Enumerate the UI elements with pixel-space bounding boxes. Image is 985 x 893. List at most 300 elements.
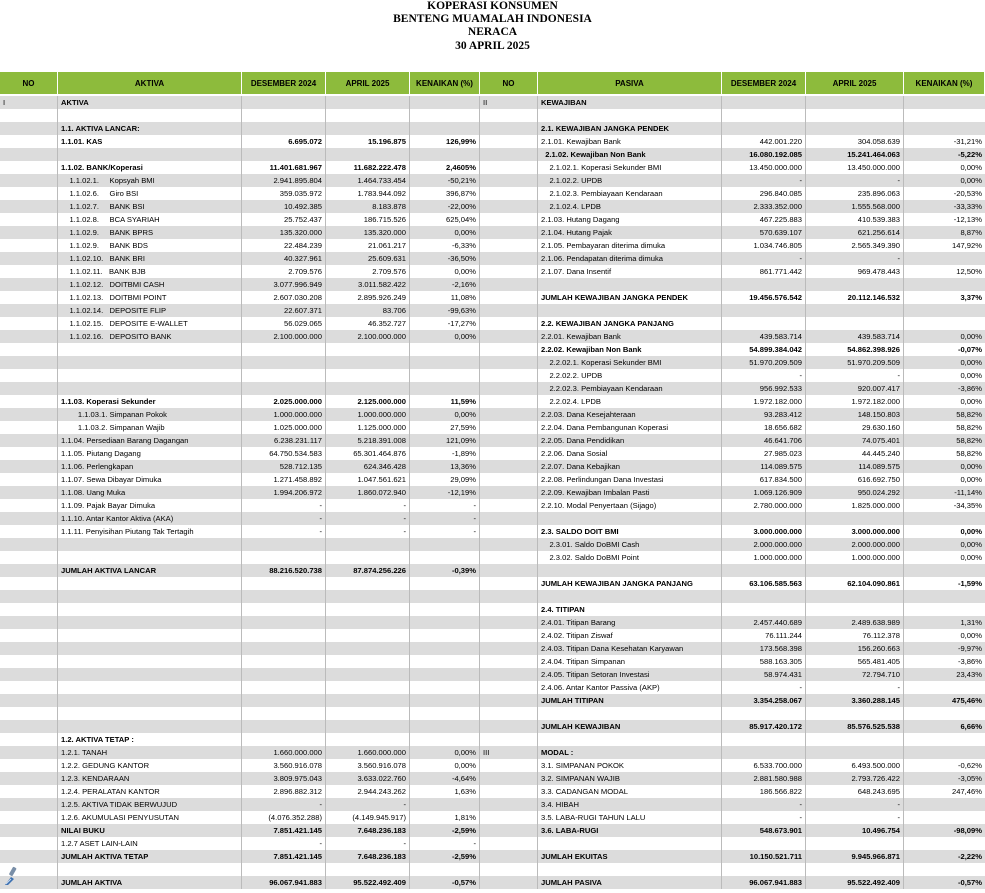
pasiva-cell[interactable]: 2.2.07. Dana Kebajikan bbox=[538, 460, 722, 473]
pasiva-cell[interactable] bbox=[480, 135, 538, 148]
pasiva-cell[interactable]: 1.000.000.000 bbox=[806, 551, 904, 564]
aktiva-cell[interactable] bbox=[0, 824, 58, 837]
aktiva-cell[interactable] bbox=[326, 109, 410, 122]
pasiva-cell[interactable] bbox=[480, 824, 538, 837]
aktiva-cell[interactable] bbox=[58, 148, 242, 161]
aktiva-cell[interactable]: -2,59% bbox=[410, 824, 480, 837]
aktiva-cell[interactable] bbox=[0, 135, 58, 148]
pasiva-cell[interactable]: 920.007.417 bbox=[806, 382, 904, 395]
aktiva-cell[interactable] bbox=[0, 278, 58, 291]
aktiva-cell[interactable]: 1.1.04. Persediaan Barang Dagangan bbox=[58, 434, 242, 447]
pasiva-cell[interactable] bbox=[480, 499, 538, 512]
aktiva-cell[interactable]: 1.1.08. Uang Muka bbox=[58, 486, 242, 499]
pasiva-cell[interactable] bbox=[480, 603, 538, 616]
aktiva-cell[interactable] bbox=[0, 850, 58, 863]
pasiva-cell[interactable] bbox=[480, 213, 538, 226]
aktiva-cell[interactable]: 126,99% bbox=[410, 135, 480, 148]
pasiva-cell[interactable]: - bbox=[806, 798, 904, 811]
pasiva-cell[interactable]: 467.225.883 bbox=[722, 213, 806, 226]
aktiva-cell[interactable]: 3.560.916.078 bbox=[242, 759, 326, 772]
aktiva-cell[interactable] bbox=[326, 603, 410, 616]
aktiva-cell[interactable] bbox=[0, 382, 58, 395]
aktiva-cell[interactable]: 1.2.2. GEDUNG KANTOR bbox=[58, 759, 242, 772]
header-aktiva[interactable]: AKTIVA bbox=[58, 72, 242, 94]
pasiva-cell[interactable]: 29.630.160 bbox=[806, 421, 904, 434]
header-kenaikan-2[interactable]: KENAIKAN (%) bbox=[904, 72, 985, 94]
aktiva-cell[interactable]: 1,63% bbox=[410, 785, 480, 798]
pasiva-cell[interactable] bbox=[480, 304, 538, 317]
aktiva-cell[interactable] bbox=[326, 343, 410, 356]
aktiva-cell[interactable]: 6.238.231.117 bbox=[242, 434, 326, 447]
pasiva-cell[interactable]: 6.533.700.000 bbox=[722, 759, 806, 772]
pasiva-cell[interactable]: -0,62% bbox=[957, 761, 982, 770]
aktiva-cell[interactable]: 1.660.000.000 bbox=[242, 746, 326, 759]
pasiva-cell[interactable] bbox=[480, 551, 538, 564]
pasiva-cell[interactable] bbox=[538, 837, 722, 850]
aktiva-cell[interactable] bbox=[58, 642, 242, 655]
aktiva-cell[interactable]: 359.035.972 bbox=[242, 187, 326, 200]
aktiva-cell[interactable] bbox=[0, 213, 58, 226]
header-no[interactable]: NO bbox=[0, 72, 58, 94]
aktiva-cell[interactable]: - bbox=[326, 525, 410, 538]
pasiva-cell[interactable]: II bbox=[480, 96, 538, 109]
paint-brush-icon[interactable] bbox=[2, 866, 20, 886]
pasiva-cell[interactable]: 439.583.714 bbox=[722, 330, 806, 343]
aktiva-cell[interactable] bbox=[410, 577, 480, 590]
pasiva-cell[interactable]: -9,97% bbox=[957, 644, 982, 653]
pasiva-cell[interactable] bbox=[480, 798, 538, 811]
aktiva-cell[interactable] bbox=[242, 382, 326, 395]
pasiva-cell[interactable]: 2.1.03. Hutang Dagang bbox=[538, 213, 722, 226]
pasiva-cell[interactable] bbox=[480, 811, 538, 824]
pasiva-cell[interactable]: 2.1.02. Kewajiban Non Bank bbox=[538, 148, 722, 161]
aktiva-cell[interactable] bbox=[58, 681, 242, 694]
aktiva-cell[interactable]: 96.067.941.883 bbox=[242, 876, 326, 889]
pasiva-cell[interactable] bbox=[480, 473, 538, 486]
pasiva-cell[interactable] bbox=[480, 525, 538, 538]
aktiva-cell[interactable]: 95.522.492.409 bbox=[326, 876, 410, 889]
pasiva-cell[interactable]: 0,00% bbox=[960, 163, 982, 172]
aktiva-cell[interactable]: 11.401.681.967 bbox=[242, 161, 326, 174]
pasiva-cell[interactable] bbox=[480, 785, 538, 798]
pasiva-cell[interactable] bbox=[722, 109, 806, 122]
pasiva-cell[interactable]: 969.478.443 bbox=[806, 265, 904, 278]
aktiva-cell[interactable] bbox=[242, 629, 326, 642]
aktiva-cell[interactable]: 1.1.05. Piutang Dagang bbox=[58, 447, 242, 460]
aktiva-cell[interactable]: 1.1.03.1. Simpanan Pokok bbox=[58, 408, 242, 421]
pasiva-cell[interactable] bbox=[722, 746, 806, 759]
aktiva-cell[interactable] bbox=[326, 733, 410, 746]
aktiva-cell[interactable]: 2.607.030.208 bbox=[242, 291, 326, 304]
aktiva-cell[interactable] bbox=[242, 707, 326, 720]
pasiva-cell[interactable]: 44.445.240 bbox=[806, 447, 904, 460]
aktiva-cell[interactable]: 25.609.631 bbox=[326, 252, 410, 265]
pasiva-cell[interactable] bbox=[480, 187, 538, 200]
aktiva-cell[interactable]: 1.1.07. Sewa Dibayar Dimuka bbox=[58, 473, 242, 486]
aktiva-cell[interactable]: JUMLAH AKTIVA TETAP bbox=[58, 850, 242, 863]
pasiva-cell[interactable] bbox=[480, 707, 538, 720]
aktiva-cell[interactable] bbox=[410, 603, 480, 616]
pasiva-cell[interactable]: 114.089.575 bbox=[806, 460, 904, 473]
pasiva-cell[interactable] bbox=[480, 655, 538, 668]
pasiva-cell[interactable]: 19.456.576.542 bbox=[722, 291, 806, 304]
pasiva-cell[interactable]: 621.256.614 bbox=[806, 226, 904, 239]
pasiva-cell[interactable] bbox=[480, 317, 538, 330]
aktiva-cell[interactable]: 15.196.875 bbox=[326, 135, 410, 148]
pasiva-cell[interactable] bbox=[480, 109, 538, 122]
aktiva-cell[interactable] bbox=[326, 538, 410, 551]
pasiva-cell[interactable]: 16.080.192.085 bbox=[722, 148, 806, 161]
pasiva-cell[interactable]: -31,21% bbox=[953, 137, 982, 146]
aktiva-cell[interactable]: 0,00% bbox=[410, 746, 480, 759]
pasiva-cell[interactable] bbox=[806, 122, 904, 135]
aktiva-cell[interactable] bbox=[0, 668, 58, 681]
aktiva-cell[interactable] bbox=[410, 863, 480, 876]
pasiva-cell[interactable]: 76.111.244 bbox=[722, 629, 806, 642]
aktiva-cell[interactable]: 7.851.421.145 bbox=[242, 824, 326, 837]
aktiva-cell[interactable]: 1.1.02.6. Giro BSI bbox=[58, 187, 242, 200]
aktiva-cell[interactable] bbox=[0, 460, 58, 473]
aktiva-cell[interactable]: 2.709.576 bbox=[326, 265, 410, 278]
aktiva-cell[interactable]: 2.896.882.312 bbox=[242, 785, 326, 798]
aktiva-cell[interactable]: -6,33% bbox=[410, 239, 480, 252]
aktiva-cell[interactable] bbox=[326, 863, 410, 876]
aktiva-cell[interactable] bbox=[58, 655, 242, 668]
pasiva-cell[interactable] bbox=[480, 434, 538, 447]
pasiva-cell[interactable]: 2.565.349.390 bbox=[806, 239, 904, 252]
pasiva-cell[interactable] bbox=[904, 590, 985, 603]
aktiva-cell[interactable]: - bbox=[326, 798, 410, 811]
pasiva-cell[interactable]: 46.641.706 bbox=[722, 434, 806, 447]
aktiva-cell[interactable] bbox=[242, 109, 326, 122]
pasiva-cell[interactable] bbox=[480, 564, 538, 577]
aktiva-cell[interactable]: 2.941.895.804 bbox=[242, 174, 326, 187]
pasiva-cell[interactable]: 2.780.000.000 bbox=[722, 499, 806, 512]
aktiva-cell[interactable] bbox=[326, 668, 410, 681]
aktiva-cell[interactable] bbox=[410, 694, 480, 707]
pasiva-cell[interactable] bbox=[904, 863, 985, 876]
pasiva-cell[interactable] bbox=[480, 538, 538, 551]
aktiva-cell[interactable] bbox=[58, 343, 242, 356]
aktiva-cell[interactable]: 88.216.520.738 bbox=[242, 564, 326, 577]
aktiva-cell[interactable] bbox=[410, 356, 480, 369]
aktiva-cell[interactable]: 0,00% bbox=[410, 226, 480, 239]
aktiva-cell[interactable] bbox=[0, 473, 58, 486]
aktiva-cell[interactable] bbox=[0, 616, 58, 629]
aktiva-cell[interactable] bbox=[326, 551, 410, 564]
pasiva-cell[interactable] bbox=[480, 733, 538, 746]
aktiva-cell[interactable]: 87.874.256.226 bbox=[326, 564, 410, 577]
pasiva-cell[interactable] bbox=[480, 590, 538, 603]
aktiva-cell[interactable]: - bbox=[410, 512, 480, 525]
aktiva-cell[interactable]: 1.1.01. KAS bbox=[58, 135, 242, 148]
aktiva-cell[interactable]: 1.464.733.454 bbox=[326, 174, 410, 187]
aktiva-cell[interactable] bbox=[410, 629, 480, 642]
pasiva-cell[interactable] bbox=[480, 122, 538, 135]
pasiva-cell[interactable]: 0,00% bbox=[960, 475, 982, 484]
aktiva-cell[interactable]: -36,50% bbox=[410, 252, 480, 265]
pasiva-cell[interactable]: III bbox=[480, 746, 538, 759]
pasiva-cell[interactable] bbox=[806, 746, 904, 759]
aktiva-cell[interactable] bbox=[326, 96, 410, 109]
pasiva-cell[interactable]: 648.243.695 bbox=[806, 785, 904, 798]
pasiva-cell[interactable]: 2.4. TITIPAN bbox=[538, 603, 722, 616]
aktiva-cell[interactable]: 1.1.02.9. BANK BPRS bbox=[58, 226, 242, 239]
pasiva-cell[interactable]: 2.2. KEWAJIBAN JANGKA PANJANG bbox=[538, 317, 722, 330]
pasiva-cell[interactable]: 2.2.09. Kewajiban Imbalan Pasti bbox=[538, 486, 722, 499]
aktiva-cell[interactable] bbox=[410, 343, 480, 356]
pasiva-cell[interactable]: - bbox=[806, 681, 904, 694]
aktiva-cell[interactable]: 1.1.02.14. DEPOSITE FLIP bbox=[58, 304, 242, 317]
aktiva-cell[interactable]: 1.1.02.9. BANK BDS bbox=[58, 239, 242, 252]
header-no-2[interactable]: NO bbox=[480, 72, 538, 94]
pasiva-cell[interactable] bbox=[904, 837, 985, 850]
pasiva-cell[interactable]: 2.4.02. Titipan Ziswaf bbox=[538, 629, 722, 642]
aktiva-cell[interactable]: 1.660.000.000 bbox=[326, 746, 410, 759]
aktiva-cell[interactable] bbox=[326, 356, 410, 369]
pasiva-cell[interactable]: -33,33% bbox=[953, 202, 982, 211]
aktiva-cell[interactable]: I bbox=[0, 96, 58, 109]
pasiva-cell[interactable]: -12,13% bbox=[953, 215, 982, 224]
pasiva-cell[interactable] bbox=[480, 460, 538, 473]
aktiva-cell[interactable]: JUMLAH AKTIVA bbox=[58, 876, 242, 889]
pasiva-cell[interactable]: 2.2.02.4. LPDB bbox=[538, 395, 722, 408]
pasiva-cell[interactable]: 570.639.107 bbox=[722, 226, 806, 239]
aktiva-cell[interactable] bbox=[410, 616, 480, 629]
pasiva-cell[interactable]: 1,31% bbox=[960, 618, 982, 627]
aktiva-cell[interactable]: -0,39% bbox=[410, 564, 480, 577]
aktiva-cell[interactable]: 121,09% bbox=[410, 434, 480, 447]
aktiva-cell[interactable]: 27,59% bbox=[410, 421, 480, 434]
aktiva-cell[interactable] bbox=[0, 447, 58, 460]
aktiva-cell[interactable]: 2.709.576 bbox=[242, 265, 326, 278]
pasiva-cell[interactable] bbox=[722, 278, 806, 291]
pasiva-cell[interactable]: 3.5. LABA-RUGI TAHUN LALU bbox=[538, 811, 722, 824]
pasiva-cell[interactable]: 156.260.663 bbox=[806, 642, 904, 655]
aktiva-cell[interactable]: 6.695.072 bbox=[242, 135, 326, 148]
aktiva-cell[interactable]: -2,59% bbox=[410, 850, 480, 863]
aktiva-cell[interactable] bbox=[0, 434, 58, 447]
aktiva-cell[interactable]: 29,09% bbox=[410, 473, 480, 486]
aktiva-cell[interactable]: 625,04% bbox=[410, 213, 480, 226]
aktiva-cell[interactable] bbox=[242, 356, 326, 369]
aktiva-cell[interactable] bbox=[242, 681, 326, 694]
pasiva-cell[interactable] bbox=[722, 707, 806, 720]
pasiva-cell[interactable] bbox=[538, 863, 722, 876]
aktiva-cell[interactable] bbox=[0, 356, 58, 369]
aktiva-cell[interactable]: - bbox=[242, 525, 326, 538]
aktiva-cell[interactable]: 1.1.03.2. Simpanan Wajib bbox=[58, 421, 242, 434]
aktiva-cell[interactable]: 1.1.02. BANK/Koperasi bbox=[58, 161, 242, 174]
aktiva-cell[interactable] bbox=[0, 642, 58, 655]
aktiva-cell[interactable]: 64.750.534.583 bbox=[242, 447, 326, 460]
aktiva-cell[interactable]: - bbox=[326, 499, 410, 512]
pasiva-cell[interactable]: - bbox=[806, 811, 904, 824]
aktiva-cell[interactable] bbox=[326, 590, 410, 603]
pasiva-cell[interactable] bbox=[904, 733, 985, 746]
aktiva-cell[interactable] bbox=[58, 590, 242, 603]
pasiva-cell[interactable] bbox=[480, 486, 538, 499]
pasiva-cell[interactable] bbox=[480, 369, 538, 382]
aktiva-cell[interactable]: 1.1.02.8. BCA SYARIAH bbox=[58, 213, 242, 226]
aktiva-cell[interactable]: -2,16% bbox=[410, 278, 480, 291]
aktiva-cell[interactable] bbox=[58, 629, 242, 642]
pasiva-cell[interactable]: 1.825.000.000 bbox=[806, 499, 904, 512]
aktiva-cell[interactable]: 2.125.000.000 bbox=[326, 395, 410, 408]
pasiva-cell[interactable] bbox=[480, 421, 538, 434]
aktiva-cell[interactable]: 186.715.526 bbox=[326, 213, 410, 226]
aktiva-cell[interactable] bbox=[410, 655, 480, 668]
pasiva-cell[interactable]: 2.2.02.1. Koperasi Sekunder BMI bbox=[538, 356, 722, 369]
aktiva-cell[interactable] bbox=[0, 811, 58, 824]
pasiva-cell[interactable]: 96.067.941.883 bbox=[722, 876, 806, 889]
aktiva-cell[interactable]: 1.271.458.892 bbox=[242, 473, 326, 486]
aktiva-cell[interactable] bbox=[58, 720, 242, 733]
pasiva-cell[interactable] bbox=[904, 811, 985, 824]
pasiva-cell[interactable]: KEWAJIBAN bbox=[538, 96, 722, 109]
pasiva-cell[interactable]: 0,00% bbox=[960, 176, 982, 185]
aktiva-cell[interactable] bbox=[0, 343, 58, 356]
aktiva-cell[interactable]: 1.1.02.10. BANK BRI bbox=[58, 252, 242, 265]
aktiva-cell[interactable]: -0,57% bbox=[410, 876, 480, 889]
aktiva-cell[interactable] bbox=[0, 161, 58, 174]
pasiva-cell[interactable]: 13.450.000.000 bbox=[722, 161, 806, 174]
aktiva-cell[interactable] bbox=[58, 382, 242, 395]
aktiva-cell[interactable]: 1.2.4. PERALATAN KANTOR bbox=[58, 785, 242, 798]
pasiva-cell[interactable]: 1.000.000.000 bbox=[722, 551, 806, 564]
pasiva-cell[interactable] bbox=[538, 590, 722, 603]
aktiva-cell[interactable]: AKTIVA bbox=[58, 96, 242, 109]
pasiva-cell[interactable]: 2.2.06. Dana Sosial bbox=[538, 447, 722, 460]
aktiva-cell[interactable]: 1.860.072.940 bbox=[326, 486, 410, 499]
pasiva-cell[interactable] bbox=[538, 304, 722, 317]
aktiva-cell[interactable] bbox=[242, 538, 326, 551]
pasiva-cell[interactable]: 2.2.08. Perlindungan Dana Investasi bbox=[538, 473, 722, 486]
pasiva-cell[interactable]: 247,46% bbox=[952, 787, 982, 796]
aktiva-cell[interactable]: -99,63% bbox=[410, 304, 480, 317]
pasiva-cell[interactable]: 2.793.726.422 bbox=[806, 772, 904, 785]
pasiva-cell[interactable] bbox=[806, 512, 904, 525]
pasiva-cell[interactable]: 2.2.02.2. UPDB bbox=[538, 369, 722, 382]
pasiva-cell[interactable] bbox=[722, 603, 806, 616]
aktiva-cell[interactable] bbox=[58, 356, 242, 369]
aktiva-cell[interactable] bbox=[326, 642, 410, 655]
aktiva-cell[interactable] bbox=[326, 616, 410, 629]
aktiva-cell[interactable]: 3.077.996.949 bbox=[242, 278, 326, 291]
aktiva-cell[interactable] bbox=[410, 109, 480, 122]
pasiva-cell[interactable] bbox=[480, 161, 538, 174]
pasiva-cell[interactable]: 616.692.750 bbox=[806, 473, 904, 486]
aktiva-cell[interactable] bbox=[0, 265, 58, 278]
pasiva-cell[interactable]: JUMLAH KEWAJIBAN bbox=[538, 720, 722, 733]
pasiva-cell[interactable] bbox=[480, 447, 538, 460]
pasiva-cell[interactable]: - bbox=[722, 798, 806, 811]
aktiva-cell[interactable] bbox=[326, 694, 410, 707]
aktiva-cell[interactable]: 2.025.000.000 bbox=[242, 395, 326, 408]
aktiva-cell[interactable] bbox=[0, 200, 58, 213]
pasiva-cell[interactable]: 54.862.398.926 bbox=[806, 343, 904, 356]
aktiva-cell[interactable]: 5.218.391.008 bbox=[326, 434, 410, 447]
aktiva-cell[interactable]: 1.000.000.000 bbox=[242, 408, 326, 421]
pasiva-cell[interactable] bbox=[904, 603, 985, 616]
aktiva-cell[interactable] bbox=[0, 707, 58, 720]
pasiva-cell[interactable] bbox=[806, 707, 904, 720]
aktiva-cell[interactable]: 1.1.02.11. BANK BJB bbox=[58, 265, 242, 278]
aktiva-cell[interactable]: NILAI BUKU bbox=[58, 824, 242, 837]
pasiva-cell[interactable]: 2.489.638.989 bbox=[806, 616, 904, 629]
aktiva-cell[interactable] bbox=[0, 239, 58, 252]
aktiva-cell[interactable] bbox=[0, 109, 58, 122]
aktiva-cell[interactable] bbox=[58, 577, 242, 590]
aktiva-cell[interactable] bbox=[326, 148, 410, 161]
pasiva-cell[interactable]: 0,00% bbox=[960, 462, 982, 471]
pasiva-cell[interactable]: 2.4.03. Titipan Dana Kesehatan Karyawan bbox=[538, 642, 722, 655]
aktiva-cell[interactable]: - bbox=[242, 837, 326, 850]
pasiva-cell[interactable]: 58,82% bbox=[956, 423, 982, 432]
aktiva-cell[interactable] bbox=[0, 226, 58, 239]
pasiva-cell[interactable] bbox=[538, 564, 722, 577]
pasiva-cell[interactable]: 0,00% bbox=[960, 358, 982, 367]
aktiva-cell[interactable]: 21.061.217 bbox=[326, 239, 410, 252]
aktiva-cell[interactable] bbox=[242, 733, 326, 746]
aktiva-cell[interactable] bbox=[0, 421, 58, 434]
pasiva-cell[interactable]: 3.360.288.145 bbox=[806, 694, 904, 707]
pasiva-cell[interactable]: 10.496.754 bbox=[806, 824, 904, 837]
aktiva-cell[interactable] bbox=[326, 629, 410, 642]
aktiva-cell[interactable]: 1.2.6. AKUMULASI PENYUSUTAN bbox=[58, 811, 242, 824]
pasiva-cell[interactable] bbox=[480, 772, 538, 785]
pasiva-cell[interactable]: 296.840.085 bbox=[722, 187, 806, 200]
pasiva-cell[interactable] bbox=[480, 343, 538, 356]
pasiva-cell[interactable]: -0,57% bbox=[957, 878, 982, 887]
aktiva-cell[interactable]: 1.1.10. Antar Kantor Aktiva (AKA) bbox=[58, 512, 242, 525]
aktiva-cell[interactable]: 22.607.371 bbox=[242, 304, 326, 317]
pasiva-cell[interactable]: 410.539.383 bbox=[806, 213, 904, 226]
pasiva-cell[interactable] bbox=[538, 707, 722, 720]
aktiva-cell[interactable] bbox=[0, 746, 58, 759]
pasiva-cell[interactable] bbox=[806, 278, 904, 291]
aktiva-cell[interactable] bbox=[242, 590, 326, 603]
aktiva-cell[interactable] bbox=[0, 122, 58, 135]
pasiva-cell[interactable]: 2.2.01. Kewajiban Bank bbox=[538, 330, 722, 343]
pasiva-cell[interactable] bbox=[904, 96, 985, 109]
aktiva-cell[interactable]: 1.1.02.13. DOITBMI POINT bbox=[58, 291, 242, 304]
pasiva-cell[interactable]: 147,92% bbox=[952, 241, 982, 250]
pasiva-cell[interactable]: 475,46% bbox=[952, 696, 982, 705]
aktiva-cell[interactable]: -12,19% bbox=[410, 486, 480, 499]
pasiva-cell[interactable]: - bbox=[722, 369, 806, 382]
pasiva-cell[interactable]: 1.555.568.000 bbox=[806, 200, 904, 213]
aktiva-cell[interactable]: 1.2.3. KENDARAAN bbox=[58, 772, 242, 785]
pasiva-cell[interactable] bbox=[722, 512, 806, 525]
pasiva-cell[interactable] bbox=[806, 317, 904, 330]
aktiva-cell[interactable] bbox=[0, 759, 58, 772]
pasiva-cell[interactable] bbox=[904, 252, 985, 265]
pasiva-cell[interactable]: -0,07% bbox=[957, 345, 982, 354]
aktiva-cell[interactable] bbox=[410, 96, 480, 109]
aktiva-cell[interactable] bbox=[410, 148, 480, 161]
pasiva-cell[interactable]: 1.972.182.000 bbox=[722, 395, 806, 408]
aktiva-cell[interactable]: 2.100.000.000 bbox=[326, 330, 410, 343]
pasiva-cell[interactable] bbox=[480, 837, 538, 850]
aktiva-cell[interactable] bbox=[242, 577, 326, 590]
aktiva-cell[interactable] bbox=[242, 655, 326, 668]
pasiva-cell[interactable] bbox=[480, 382, 538, 395]
pasiva-cell[interactable]: -98,09% bbox=[953, 826, 982, 835]
pasiva-cell[interactable]: 85.917.420.172 bbox=[722, 720, 806, 733]
aktiva-cell[interactable]: 2.895.926.249 bbox=[326, 291, 410, 304]
pasiva-cell[interactable]: 2.2.04. Dana Pembangunan Koperasi bbox=[538, 421, 722, 434]
